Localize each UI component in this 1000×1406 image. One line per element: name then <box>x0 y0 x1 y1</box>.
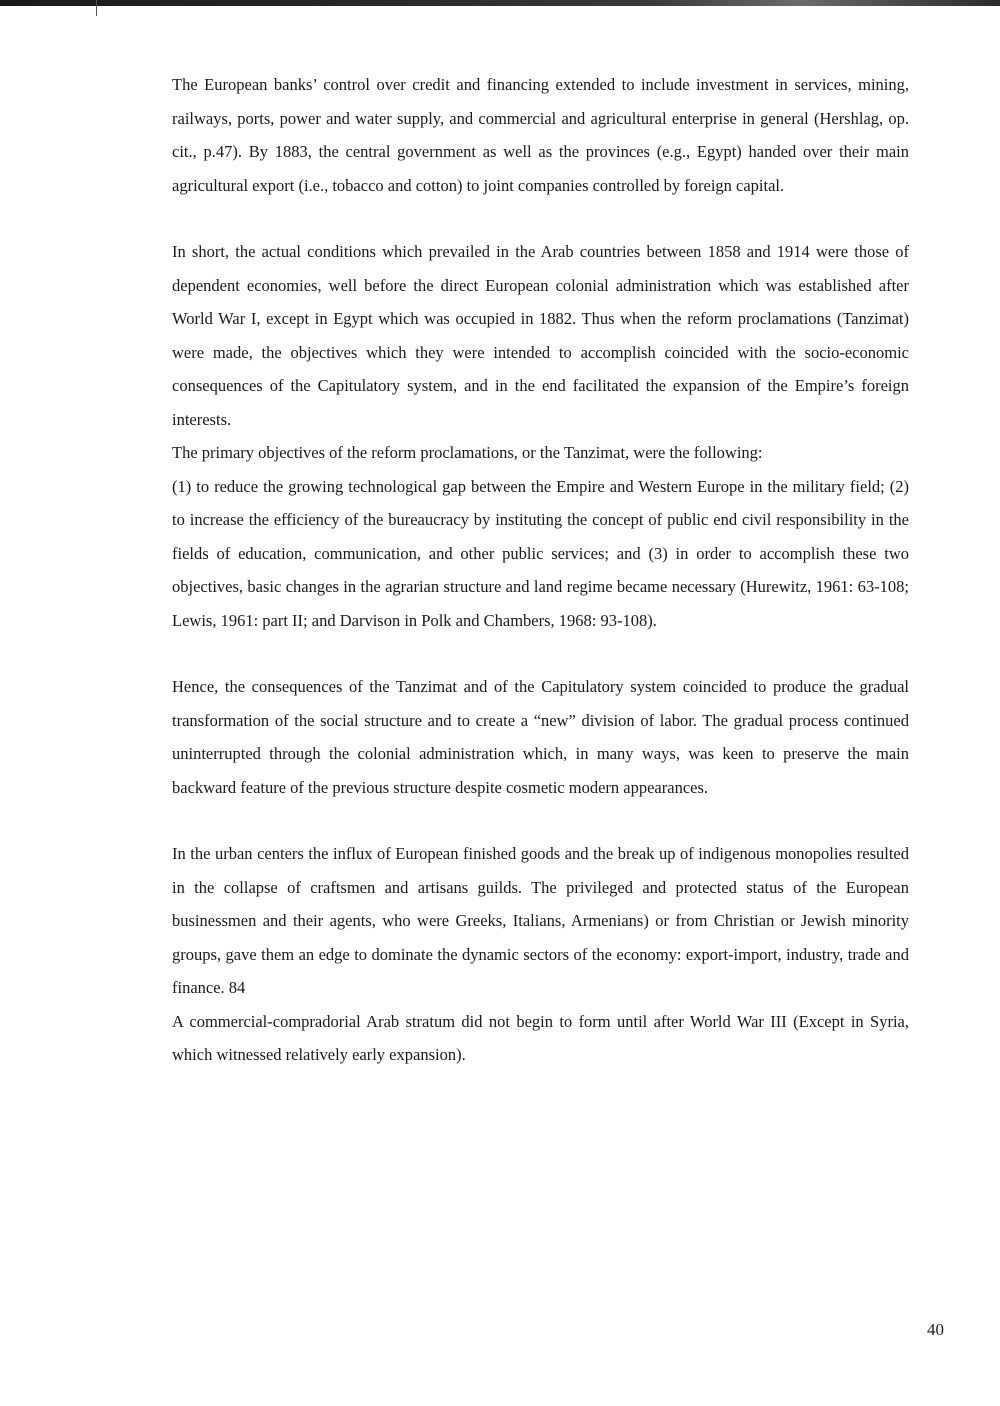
document-body <box>172 68 909 1072</box>
paragraph-compradorial-stratum: A commercial-compradorial Arab stratum did not begin to form until after World War III (Except in Syria, which witnessed relatively early expansion). <box>172 1011 909 1064</box>
scan-edge-mark <box>96 0 97 16</box>
page-number: 40 <box>927 1320 944 1339</box>
paragraph-dependent-economies: In short, the actual conditions which prevailed in the Arab countries between 1858 and 1914 were those of dependent economies, well before the direct European colonial administration which was established after World War I, except in Egypt which was occupied in 1882. Thus when the reform proclamations (Tanzimat) were made, the objectives which they were intended to accomplish coincided with the socio-economic consequences of the Capitulatory system, and in the end facilitated the expansion of the Empire’s foreign interests. <box>172 242 909 429</box>
paragraph-urban-centers: In the urban centers the influx of European finished goods and the break up of indigenous monopolies resulted in the collapse of craftsmen and artisans guilds. The privileged and protected status of the European businessmen and their agents, who were Greeks, Italians, Armenians) or from Christian or Jewish minority groups, gave them an edge to dominate the dynamic sectors of the economy: export-import, industry, trade and finance. 84 <box>172 844 909 997</box>
paragraph-social-transformation: Hence, the consequences of the Tanzimat and of the Capitulatory system coincided to produce the gradual transformation of the social structure and to create a “new” division of labor. The gradual process continued uninterrupted through the colonial administration which, in many ways, was keen to preserve the main backward feature of the previous structure despite cosmetic modern appearances. <box>172 677 909 797</box>
paragraph-bank-control: The European banks’ control over credit and financing extended to include investment in services, mining, railways, ports, power and water supply, and commercial and agricultural enterprise in general (Hershlag, op. cit., p.47). By 1883, the central government as well as the provinces (e.g., Egypt) handed over their main agricultural export (i.e., tobacco and cotton) to joint companies controlled by foreign capital. <box>172 75 909 195</box>
paragraph-objectives-list: (1) to reduce the growing technological gap between the Empire and Western Europe in the military field; (2) to increase the efficiency of the bureaucracy by instituting the concept of public end civil responsibility in the fields of education, communication, and other public services; and (3) in order to accomplish these two objectives, basic changes in the agrarian structure and land regime became necessary (Hurewitz, 1961: 63-108; Lewis, 1961: part II; and Darvison in Polk and Chambers, 1968: 93-108). <box>172 476 909 630</box>
scan-top-edge <box>0 0 1000 6</box>
paragraph-objectives-intro: The primary objectives of the reform proclamations, or the Tanzimat, were the following: <box>172 443 763 462</box>
